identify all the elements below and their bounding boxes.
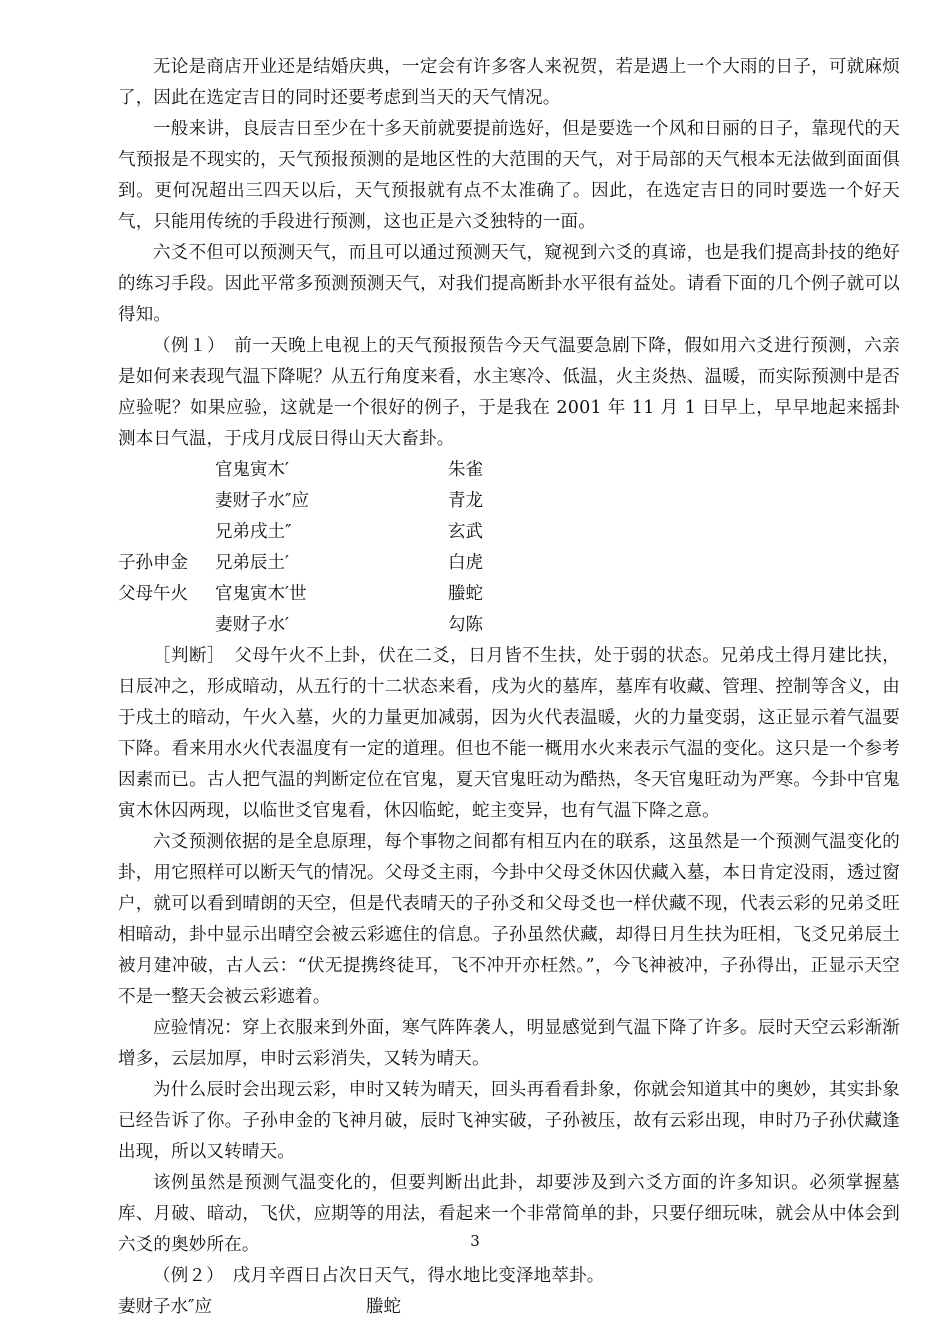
hexagram-line: 官鬼寅木′ — [215, 460, 289, 480]
hexagram2-row — [118, 1292, 900, 1323]
hexagram-line: 官鬼寅木′世 — [215, 584, 307, 604]
paragraph: 无论是商店开业还是结婚庆典，一定会有许多客人来祝贺，若是遇上一个大雨的日子，可就麻烦了，因此在选定吉日的同时还要考虑到当天的天气情况。 — [118, 57, 900, 108]
hexagram-line: 兄弟辰土′ — [215, 553, 289, 573]
hexagram-table — [118, 455, 900, 641]
paragraph: 应验情况：穿上衣服来到外面，寒气阵阵袭人，明显感觉到气温下降了许多。辰时天空云彩渐渐增多，云层加厚，申时云彩消失，又转为晴天。 — [118, 1018, 900, 1069]
six-god: 勾陈 — [448, 615, 483, 635]
paragraph: （例１） 前一天晚上电视上的天气预报预告今天气温要急剧下降，假如用六爻进行预测，六亲是如何来表现气温下降呢？从五行角度来看，水主寒冷、低温，火主炎热、温暖，而实际预测中是否应验呢？如果应验，这就是一个很好的例子，于是我在 2001 年 11 月 1 日早上，早早地起来摇卦测本日气温，于戌月戊辰日得山天大畜卦。 — [118, 336, 900, 449]
fu-shen: 父母午火 — [118, 584, 188, 604]
fu-shen: 子孙申金 — [118, 553, 188, 573]
paragraph: ［判断］ 父母午火不上卦，伏在二爻，日月皆不生扶，处于弱的状态。兄弟戌土得月建比扶，日辰冲之，形成暗动，从五行的十二状态来看，戌为火的墓库，墓库有收藏、管理、控制等含义，由于戌土的暗动，午火入墓，火的力量更加减弱，因为火代表温暖，火的力量变弱，这正显示着气温要下降。看来用水火代表温度有一定的道理。但也不能一概用水火来表示气温的变化。这只是一个参考因素而已。古人把气温的判断定位在官鬼，夏天官鬼旺动为酷热，冬天官鬼旺动为严寒。今卦中官鬼寅木休囚两现，以临世爻官鬼看，休囚临蛇，蛇主变异，也有气温下降之意。 — [118, 646, 900, 821]
paragraph: 六爻不但可以预测天气，而且可以通过预测天气，窥视到六爻的真谛，也是我们提高卦技的绝好的练习手段。因此平常多预测预测天气，对我们提高断卦水平很有益处。请看下面的几个例子就可以得知。 — [118, 243, 900, 325]
hexagram-line: 妻财子水′ — [215, 615, 289, 635]
document-body — [118, 52, 900, 1323]
paragraph: 该例虽然是预测气温变化的，但要判断出此卦，却要涉及到六爻方面的许多知识。必须掌握墓库、月破、暗动，飞伏，应期等的用法，看起来一个非常简单的卦，只要仔细玩味，就会从中体会到六爻的奥妙所在。 — [118, 1173, 900, 1255]
six-god: 玄武 — [448, 522, 483, 542]
hexagram-line: 妻财子水″应 — [118, 1297, 213, 1317]
six-god: 白虎 — [448, 553, 483, 573]
six-god: 螣蛇 — [366, 1297, 401, 1317]
paragraph: （例２） 戌月辛酉日占次日天气，得水地比变泽地萃卦。 — [153, 1266, 605, 1286]
page-number: 3 — [470, 1232, 480, 1250]
hexagram-line: 兄弟戌土″ — [215, 522, 292, 542]
paragraph: 六爻预测依据的是全息原理，每个事物之间都有相互内在的联系，这虽然是一个预测气温变化的卦，用它照样可以断天气的情况。父母爻主雨，今卦中父母爻休囚伏藏入墓，本日肯定没雨，透过窗户，就可以看到晴朗的天空，但是代表晴天的子孙爻和父母爻也一样伏藏不现，代表云彩的兄弟爻旺相暗动，卦中显示出晴空会被云彩遮住的信息。子孙虽然伏藏，却得日月生扶为旺相，飞爻兄弟辰土被月建冲破，古人云：“伏无提携终徒耳，飞不冲开亦枉然。”，今飞神被冲，子孙得出，正显示天空不是一整天会被云彩遮着。 — [118, 832, 900, 1007]
paragraph: 一般来讲，良辰吉日至少在十多天前就要提前选好，但是要选一个风和日丽的日子，靠现代的天气预报是不现实的，天气预报预测的是地区性的大范围的天气，对于局部的天气根本无法做到面面俱到。更何况超出三四天以后，天气预报就有点不太准确了。因此，在选定吉日的同时要选一个好天气，只能用传统的手段进行预测，这也正是六爻独特的一面。 — [118, 119, 900, 232]
paragraph: 为什么辰时会出现云彩，申时又转为晴天，回头再看看卦象，你就会知道其中的奥妙，其实卦象已经告诉了你。子孙申金的飞神月破，辰时飞神实破，子孙被压，故有云彩出现，申时乃子孙伏藏逢出现，所以又转晴天。 — [118, 1080, 900, 1162]
six-god: 朱雀 — [448, 460, 483, 480]
six-god: 螣蛇 — [448, 584, 483, 604]
hexagram-line: 妻财子水″应 — [215, 491, 310, 511]
six-god: 青龙 — [448, 491, 483, 511]
